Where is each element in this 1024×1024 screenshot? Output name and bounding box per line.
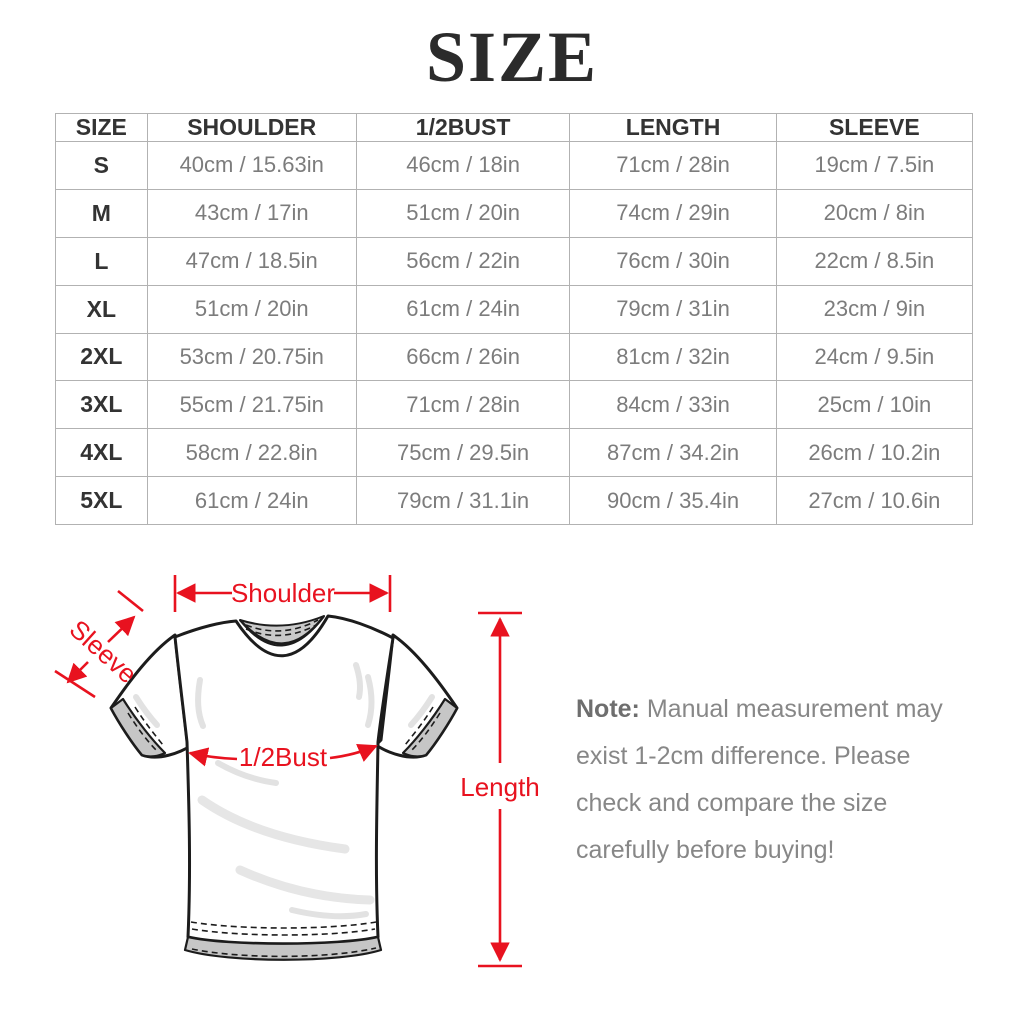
measurement-cell: 51cm / 20in (147, 285, 356, 333)
note-line: exist 1-2cm difference. Please (576, 742, 911, 770)
measurement-cell: 46cm / 18in (356, 142, 570, 190)
shoulder-dimension-label: Shoulder (230, 578, 336, 608)
note-line (576, 686, 980, 733)
column-header: LENGTH (570, 114, 776, 142)
size-cell: 2XL (56, 333, 148, 381)
note-text: Manual measurement may (639, 695, 943, 723)
measurement-cell: 76cm / 30in (570, 237, 776, 285)
column-header: 1/2BUST (356, 114, 570, 142)
table-row (56, 237, 973, 285)
measurement-cell: 22cm / 8.5in (776, 237, 972, 285)
column-header: SIZE (56, 114, 148, 142)
measurement-cell: 40cm / 15.63in (147, 142, 356, 190)
size-table-body (56, 142, 973, 525)
measurement-cell: 61cm / 24in (147, 477, 356, 525)
measurement-cell: 23cm / 9in (776, 285, 972, 333)
table-row (56, 429, 973, 477)
tshirt-measurement-diagram (40, 565, 560, 1005)
size-cell: 4XL (56, 429, 148, 477)
tshirt-illustration (111, 616, 457, 960)
fabric-wrinkle (368, 677, 372, 725)
note-label: Note: (576, 695, 640, 723)
shoulder-annotation (175, 575, 390, 612)
measurement-cell: 43cm / 17in (147, 189, 356, 237)
size-cell: S (56, 142, 148, 190)
measurement-note (576, 686, 980, 874)
measurement-cell: 90cm / 35.4in (570, 477, 776, 525)
table-row (56, 142, 973, 190)
table-row (56, 189, 973, 237)
note-line: check and compare the size (576, 789, 888, 817)
table-header-row (56, 114, 973, 142)
size-cell: M (56, 189, 148, 237)
note-line: carefully before buying! (576, 836, 835, 864)
measurement-cell: 20cm / 8in (776, 189, 972, 237)
page-title: SIZE (425, 17, 599, 97)
column-header: SHOULDER (147, 114, 356, 142)
measurement-cell: 84cm / 33in (570, 381, 776, 429)
measurement-cell: 74cm / 29in (570, 189, 776, 237)
size-cell: 3XL (56, 381, 148, 429)
sleeve-annotation (55, 591, 143, 697)
half-bust-dimension-label: 1/2Bust (238, 742, 328, 772)
table-row (56, 477, 973, 525)
measurement-cell: 79cm / 31in (570, 285, 776, 333)
measurement-cell: 24cm / 9.5in (776, 333, 972, 381)
table-row (56, 333, 973, 381)
sleeve-top-tick (118, 591, 143, 611)
measurement-cell: 81cm / 32in (570, 333, 776, 381)
sleeve-arrow-down (68, 662, 88, 682)
table-row (56, 381, 973, 429)
measurement-cell: 58cm / 22.8in (147, 429, 356, 477)
length-dimension-label: Length (460, 772, 540, 802)
measurement-cell: 71cm / 28in (356, 381, 570, 429)
measurement-cell: 66cm / 26in (356, 333, 570, 381)
measurement-cell: 56cm / 22in (356, 237, 570, 285)
sleeve-dimension-label: Sleeve (63, 613, 143, 690)
size-cell: 5XL (56, 477, 148, 525)
size-cell: XL (56, 285, 148, 333)
size-table (55, 113, 973, 525)
measurement-cell: 19cm / 7.5in (776, 142, 972, 190)
length-annotation (460, 613, 540, 966)
measurement-cell: 47cm / 18.5in (147, 237, 356, 285)
measurement-cell: 53cm / 20.75in (147, 333, 356, 381)
column-header: SLEEVE (776, 114, 972, 142)
tshirt-body (175, 616, 393, 944)
measurement-cell: 71cm / 28in (570, 142, 776, 190)
measurement-cell: 61cm / 24in (356, 285, 570, 333)
size-cell: L (56, 237, 148, 285)
measurement-cell: 25cm / 10in (776, 381, 972, 429)
measurement-cell: 79cm / 31.1in (356, 477, 570, 525)
measurement-cell: 26cm / 10.2in (776, 429, 972, 477)
measurement-cell: 55cm / 21.75in (147, 381, 356, 429)
table-row (56, 285, 973, 333)
measurement-cell: 27cm / 10.6in (776, 477, 972, 525)
measurement-cell: 75cm / 29.5in (356, 429, 570, 477)
measurement-cell: 51cm / 20in (356, 189, 570, 237)
measurement-cell: 87cm / 34.2in (570, 429, 776, 477)
